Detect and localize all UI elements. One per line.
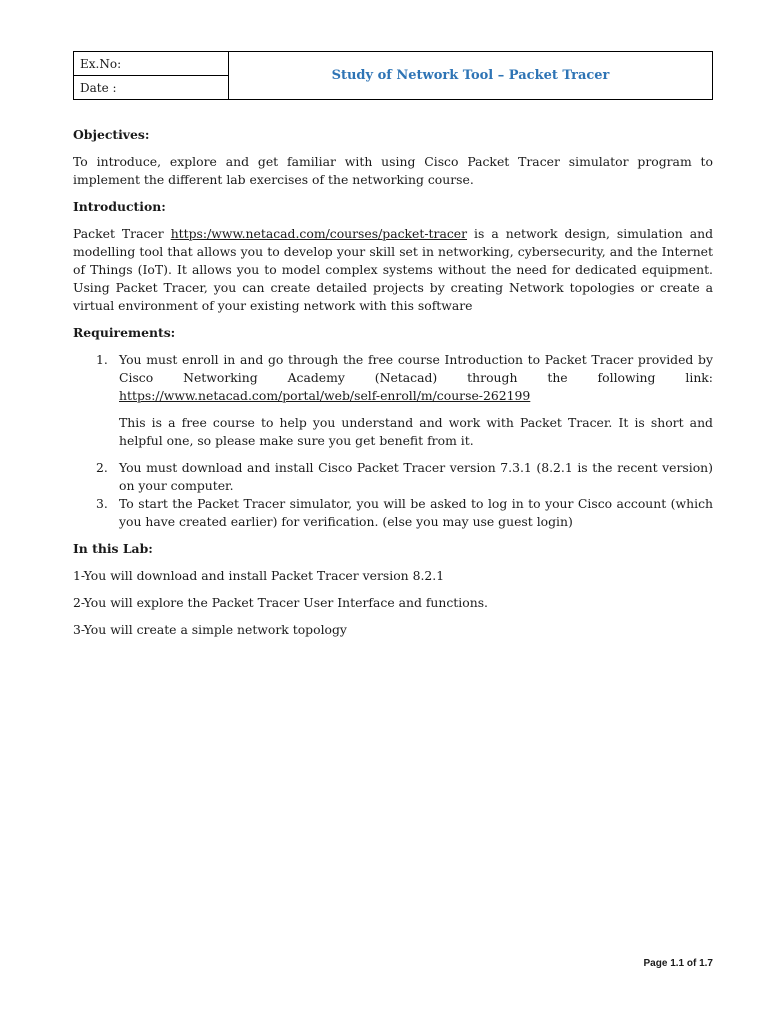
objectives-text: To introduce, explore and get familiar with using Cisco Packet Tracer simulator program to implement the different lab exercises of the networking course.	[73, 154, 713, 187]
header-left-column	[74, 52, 229, 99]
lab-line: 2-You will explore the Packet Tracer User Interface and functions.	[73, 595, 488, 610]
list-number: 3.	[96, 496, 108, 511]
lab-line: 1-You will download and install Packet Tracer version 8.2.1	[73, 568, 445, 583]
lab-heading: In this Lab:	[73, 541, 153, 556]
introduction-lead: Packet Tracer	[73, 226, 171, 241]
requirements-heading: Requirements:	[73, 325, 176, 340]
requirements-list	[73, 351, 713, 531]
document-body	[73, 126, 713, 648]
requirement-text: To start the Packet Tracer simulator, you will be asked to log in to your Cisco account (which you have created earlier) for verification. (else you may use guest login)	[119, 496, 713, 529]
lab-line: 3-You will create a simple network topology	[73, 622, 347, 637]
list-number: 2.	[96, 460, 108, 475]
list-number: 1.	[96, 352, 108, 367]
requirement-text: You must enroll in and go through the free course Introduction to Packet Tracer provided by Cisco Networking Academy (Netacad) through the following link:	[119, 352, 713, 385]
list-item	[73, 351, 713, 450]
document-title: Study of Network Tool – Packet Tracer	[331, 68, 610, 83]
introduction-heading: Introduction:	[73, 199, 166, 214]
requirement-note: This is a free course to help you understand and work with Packet Tracer. It is short and helpful one, so please make sure you get benefit from it.	[119, 415, 713, 448]
objectives-heading: Objectives:	[73, 127, 150, 142]
ex-no-field: Ex.No:	[80, 56, 122, 71]
date-field: Date :	[74, 75, 228, 99]
introduction-text	[73, 225, 713, 315]
requirement-text: You must download and install Cisco Packet Tracer version 7.3.1 (8.2.1 is the recent version) on your computer.	[119, 460, 713, 493]
list-item	[73, 495, 713, 531]
packet-tracer-link[interactable]: https:/www.netacad.com/courses/packet-tracer	[170, 226, 468, 241]
list-item	[73, 459, 713, 495]
enroll-link[interactable]: https://www.netacad.com/portal/web/self-enroll/m/course-262199	[119, 388, 531, 403]
introduction-rest: is a network design, simulation and modelling tool that allows you to develop your skill set in networking, cybersecurity, and the Internet of Things (IoT). It allows you to model complex systems without the need for dedicated equipment. Using Packet Tracer, you can create detailed projects by creating Network topologies or create a virtual environment of your existing network with this software	[73, 226, 713, 313]
page-number: Page 1.1 of 1.7	[643, 958, 713, 969]
header-table	[73, 51, 713, 100]
